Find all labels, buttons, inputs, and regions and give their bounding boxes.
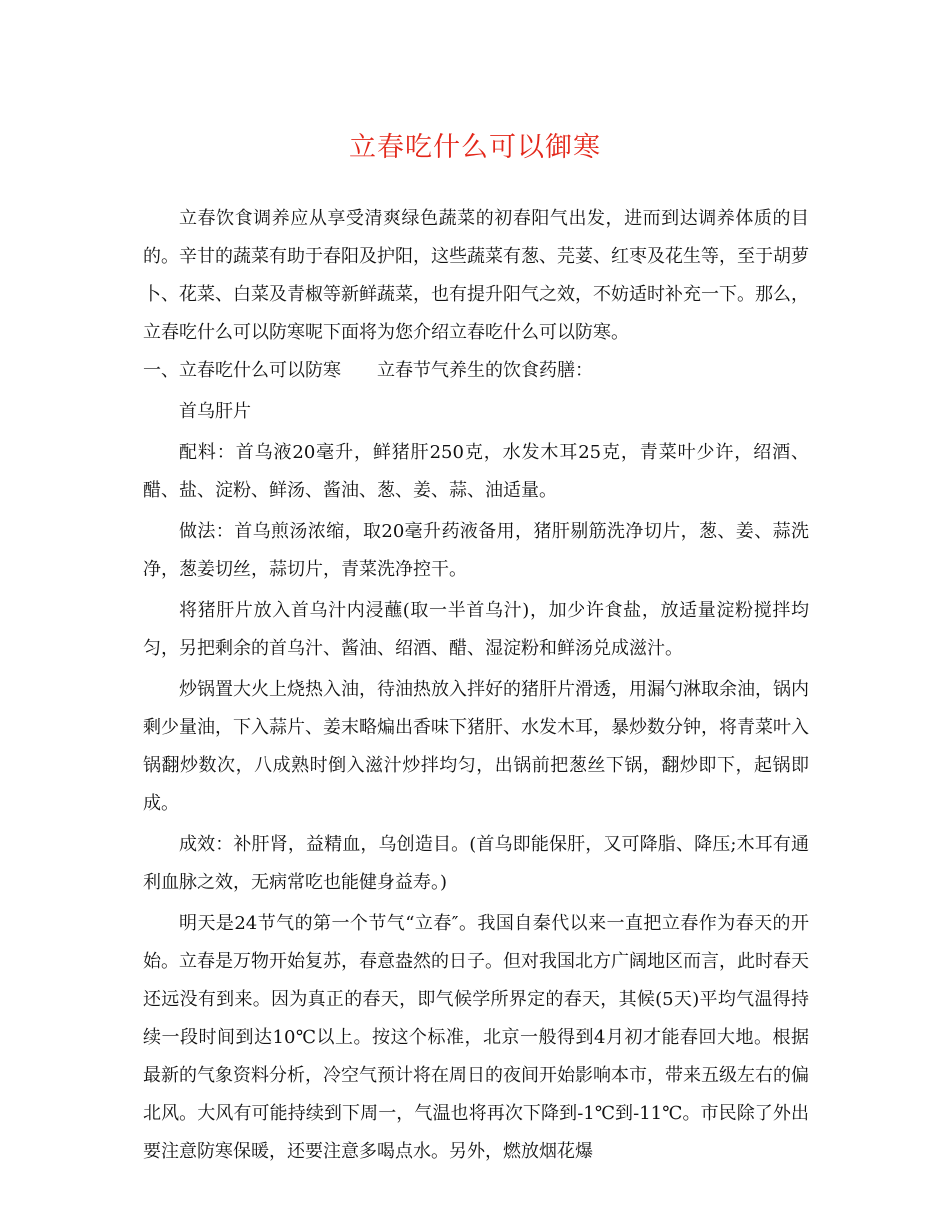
ingredients-paragraph: 配料：首乌液20毫升，鲜猪肝250克，水发木耳25克，青菜叶少许，绍酒、醋、盐、淀粉、鲜汤、酱油、葱、姜、蒜、油适量。 xyxy=(143,442,809,501)
document-title: 立春吃什么可以御寒 xyxy=(349,132,601,163)
closing-paragraph: 明天是24节气的第一个节气“立春″。我国自秦代以来一直把立春作为春天的开始。立春是万物开始复苏，春意盎然的日子。但对我国北方广阔地区而言，此时春天还远没有到来。因为真正的春天，即气候学所界定的春天，其候(5天)平均气温得持续一段时间到达10℃以上。按这个标准，北京一般得到4月初才能春回大地。根据最新的气象资料分析，冷空气预计将在周日的夜间开始影响本市，带来五级左右的偏北风。大风有可能持续到下周一，气温也将再次下降到-1℃到-11℃。市民除了外出要注意防寒保暖，还要注意多喝点水。另外，燃放烟花爆 xyxy=(143,913,809,1162)
section-heading: 一、立春吃什么可以防寒 xyxy=(143,360,341,381)
document-body xyxy=(143,200,809,1171)
recipe-name: 首乌肝片 xyxy=(179,401,251,422)
method-paragraph-3: 炒锅置大火上烧热入油，待油热放入拌好的猪肝片滑透，用漏勺淋取余油，锅内剩少量油，下入蒜片、姜末略煸出香味下猪肝、水发木耳，暴炒数分钟，将青菜叶入锅翻炒数次，八成熟时倒入滋汁炒拌均匀，出锅前把葱丝下锅，翻炒即下，起锅即成。 xyxy=(143,679,809,814)
section-heading-line xyxy=(143,352,809,390)
method-paragraph-2: 将猪肝片放入首乌汁内浸蘸(取一半首乌汁)，加少许食盐，放适量淀粉搅拌均匀，另把剩余的首乌汁、酱油、绍酒、醋、湿淀粉和鲜汤兑成滋汁。 xyxy=(143,600,809,659)
method-paragraph-1: 做法：首乌煎汤浓缩，取20毫升药液备用，猪肝剔筋洗净切片，葱、姜、蒜洗净，葱姜切丝，蒜切片，青菜洗净控干。 xyxy=(143,521,809,580)
intro-paragraph: 立春饮食调养应从享受清爽绿色蔬菜的初春阳气出发，进而到达调养体质的目的。辛甘的蔬菜有助于春阳及护阳，这些蔬菜有葱、芫荽、红枣及花生等，至于胡萝卜、花菜、白菜及青椒等新鲜蔬菜，也有提升阳气之效，不妨适时补充一下。那么，立春吃什么可以防寒呢下面将为您介绍立春吃什么可以防寒。 xyxy=(143,208,809,343)
effect-paragraph: 成效：补肝肾，益精血，乌创造目。(首乌即能保肝，又可降脂、降压;木耳有通利血脉之效，无病常吃也能健身益寿。) xyxy=(143,834,809,893)
section-subheading: 立春节气养生的饮食药膳： xyxy=(377,360,593,381)
